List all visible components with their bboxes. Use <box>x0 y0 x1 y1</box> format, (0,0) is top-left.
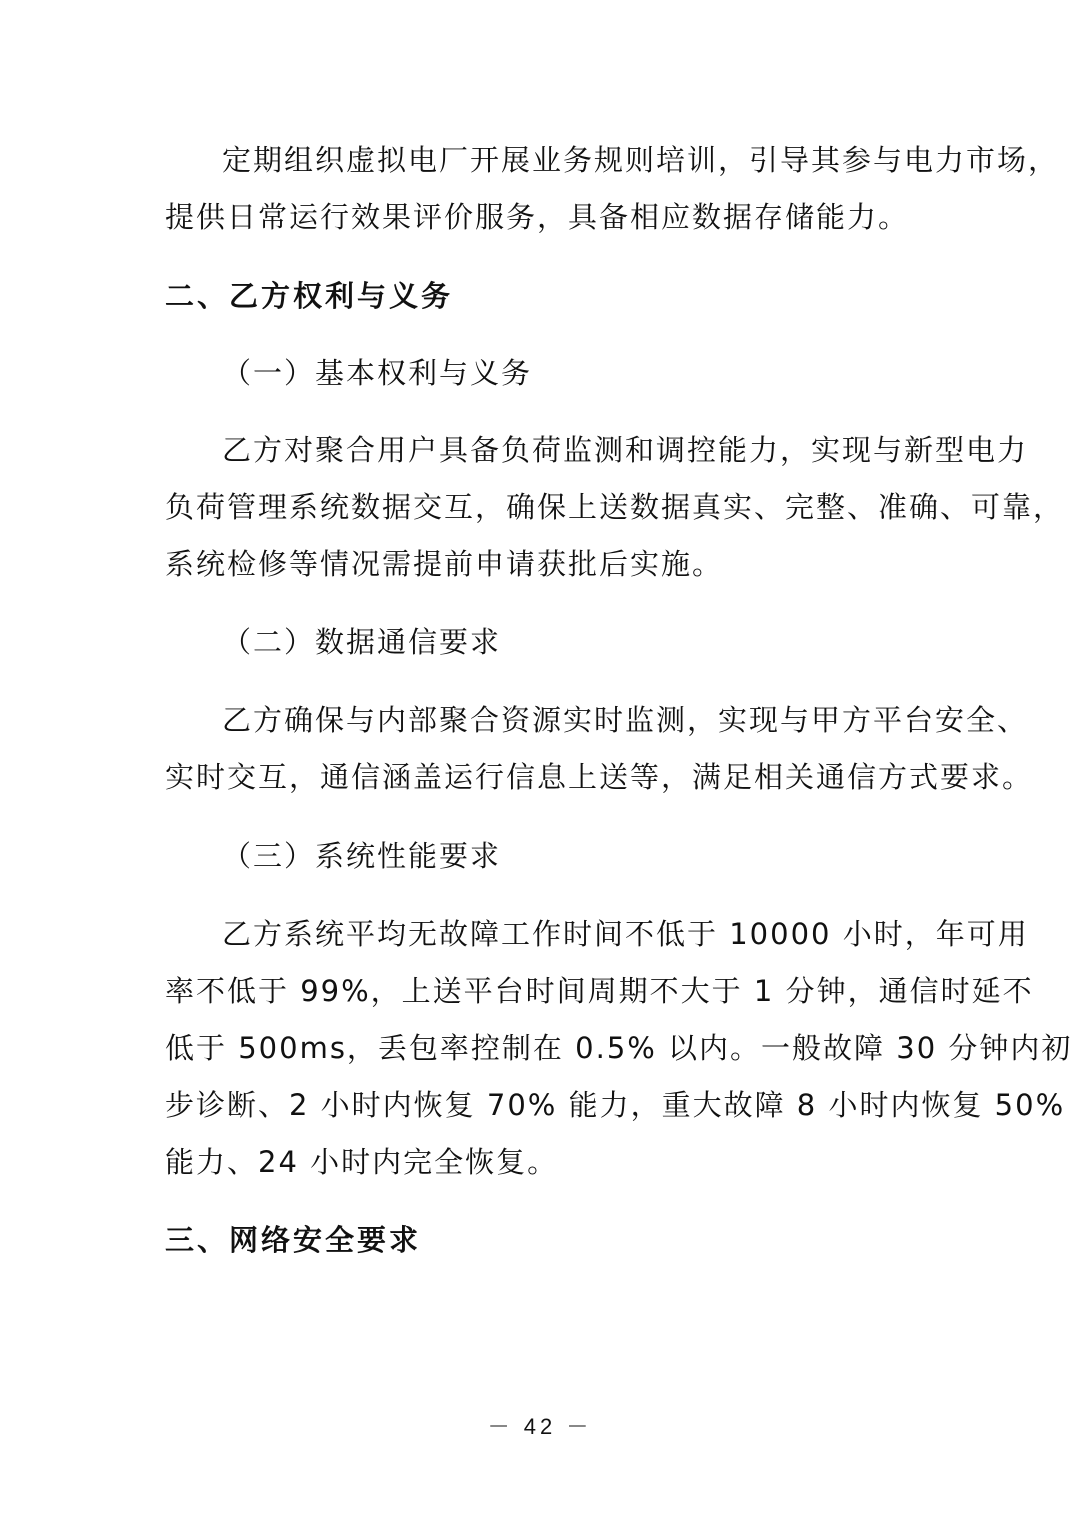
subsection-heading: （二）数据通信要求 <box>222 625 502 659</box>
paragraph-line: 乙方确保与内部聚合资源实时监测，实现与甲方平台安全、 <box>222 703 1029 737</box>
paragraph-line: 提供日常运行效果评价服务，具备相应数据存储能力。 <box>165 200 910 234</box>
paragraph-line: 乙方对聚合用户具备负荷监测和调控能力，实现与新型电力 <box>222 433 1029 467</box>
paragraph-line: 负荷管理系统数据交互，确保上送数据真实、完整、准确、可靠， <box>165 490 1065 524</box>
subsection-heading: （一）基本权利与义务 <box>222 356 533 390</box>
subsection-heading: （三）系统性能要求 <box>222 839 502 873</box>
paragraph-line: 低于 500ms，丢包率控制在 0.5% 以内。一般故障 30 分钟内初 <box>165 1031 1073 1065</box>
paragraph-line: 系统检修等情况需提前申请获批后实施。 <box>165 547 724 581</box>
paragraph-line: 乙方系统平均无故障工作时间不低于 10000 小时，年可用 <box>222 917 1029 951</box>
page-number: － 42 － <box>487 1414 593 1439</box>
paragraph-line: 步诊断、2 小时内恢复 70% 能力，重大故障 8 小时内恢复 50% <box>165 1088 1066 1122</box>
paragraph-line: 定期组织虚拟电厂开展业务规则培训，引导其参与电力市场， <box>222 143 1060 177</box>
paragraph-line: 率不低于 99%，上送平台时间周期不大于 1 分钟，通信时延不 <box>165 974 1034 1008</box>
section-heading: 二、乙方权利与义务 <box>165 279 454 313</box>
section-heading: 三、网络安全要求 <box>165 1223 422 1257</box>
paragraph-line: 能力、24 小时内完全恢复。 <box>165 1145 559 1179</box>
paragraph-line: 实时交互，通信涵盖运行信息上送等，满足相关通信方式要求。 <box>165 760 1034 794</box>
